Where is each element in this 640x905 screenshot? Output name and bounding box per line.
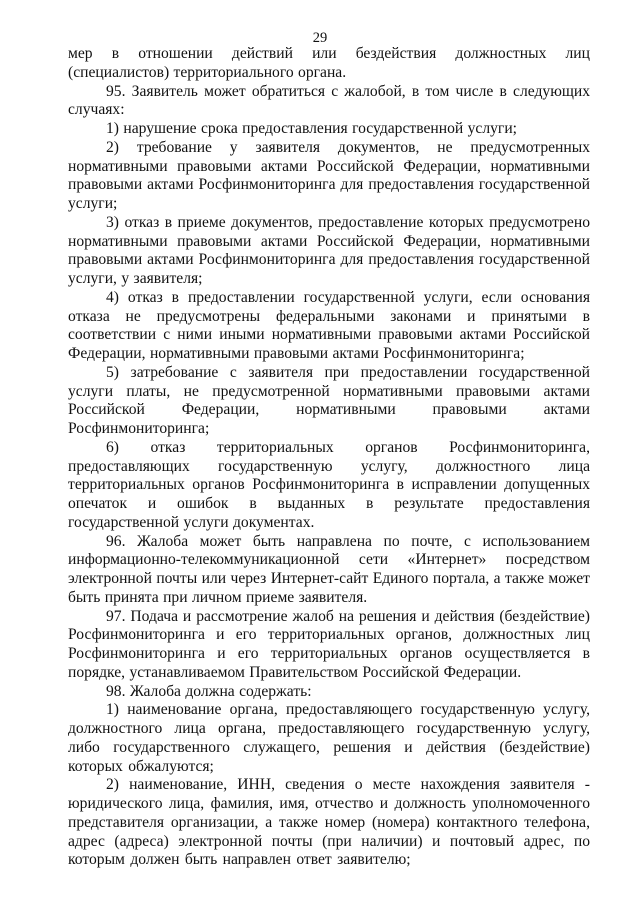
- document-body: [68, 45, 590, 870]
- list-item-95-6: 6) отказ территориальных органов Росфинмониторинга, предоставляющих государственную услугу, должностного лица территориальных органов Росфинмониторинга в исправлении допущенных опечаток и ошибок в выданных в результате предоставления государственной услуги документах.: [68, 438, 590, 531]
- paragraph-96: 96. Жалоба может быть направлена по почте, с использованием информационно-телекоммуникационной сети «Интернет» посредством электронной почты или через Интернет-сайт Единого портала, а также может быть принята при личном приеме заявителя.: [68, 532, 590, 606]
- list-item-98-1: 1) наименование органа, предоставляющего государственную услугу, должностного лица органа, предоставляющего государственную услугу, либо государственного служащего, решения и действия (бездействие) которых обжалуются;: [68, 701, 590, 775]
- paragraph-95: 95. Заявитель может обратиться с жалобой, в том числе в следующих случаях:: [68, 82, 590, 119]
- list-item-95-5: 5) затребование с заявителя при предоставлении государственной услуги платы, не предусмотренной нормативными правовыми актами Российской Федерации, нормативными правовыми актами Росфинмониторинга;: [68, 363, 590, 437]
- paragraph-98: 98. Жалоба должна содержать:: [106, 682, 312, 700]
- list-item-95-4: 4) отказ в предоставлении государственной услуги, если основания отказа не предусмотрены федеральными законами и принятыми в соответствии с ними иными нормативными правовыми актами Российской Федерации, нормативными правовыми актами Росфинмониторинга;: [68, 288, 590, 362]
- paragraph-97: 97. Подача и рассмотрение жалоб на решения и действия (бездействие) Росфинмониторинга и его территориальных органов, должностных лиц Росфинмониторинга и его территориальных органов осуществляется в порядке, устанавливаемом Правительством Российской Федерации.: [68, 607, 590, 681]
- list-item-98-2: 2) наименование, ИНН, сведения о месте нахождения заявителя - юридического лица, фамилия, имя, отчество и должность уполномоченного представителя организации, а также номер (номера) контактного телефона, адрес (адреса) электронной почты (при наличии) и почтовый адрес, по которым должен быть направлен ответ заявителю;: [68, 776, 590, 869]
- page-number: 29: [312, 30, 328, 46]
- list-item-95-3: 3) отказ в приеме документов, предоставление которых предусмотрено нормативными правовыми актами Российской Федерации, нормативными правовыми актами Росфинмониторинга для предоставления государственной услуги, у заявителя;: [68, 213, 590, 287]
- paragraph-continuation: мер в отношении действий или бездействия должностных лиц (специалистов) территориального органа.: [68, 45, 590, 81]
- list-item-95-1: 1) нарушение срока предоставления государственной услуги;: [106, 120, 518, 137]
- list-item-95-2: 2) требование у заявителя документов, не предусмотренных нормативными правовыми актами Российской Федерации, нормативными правовыми актами Росфинмониторинга для предоставления государственной услуги;: [68, 138, 590, 212]
